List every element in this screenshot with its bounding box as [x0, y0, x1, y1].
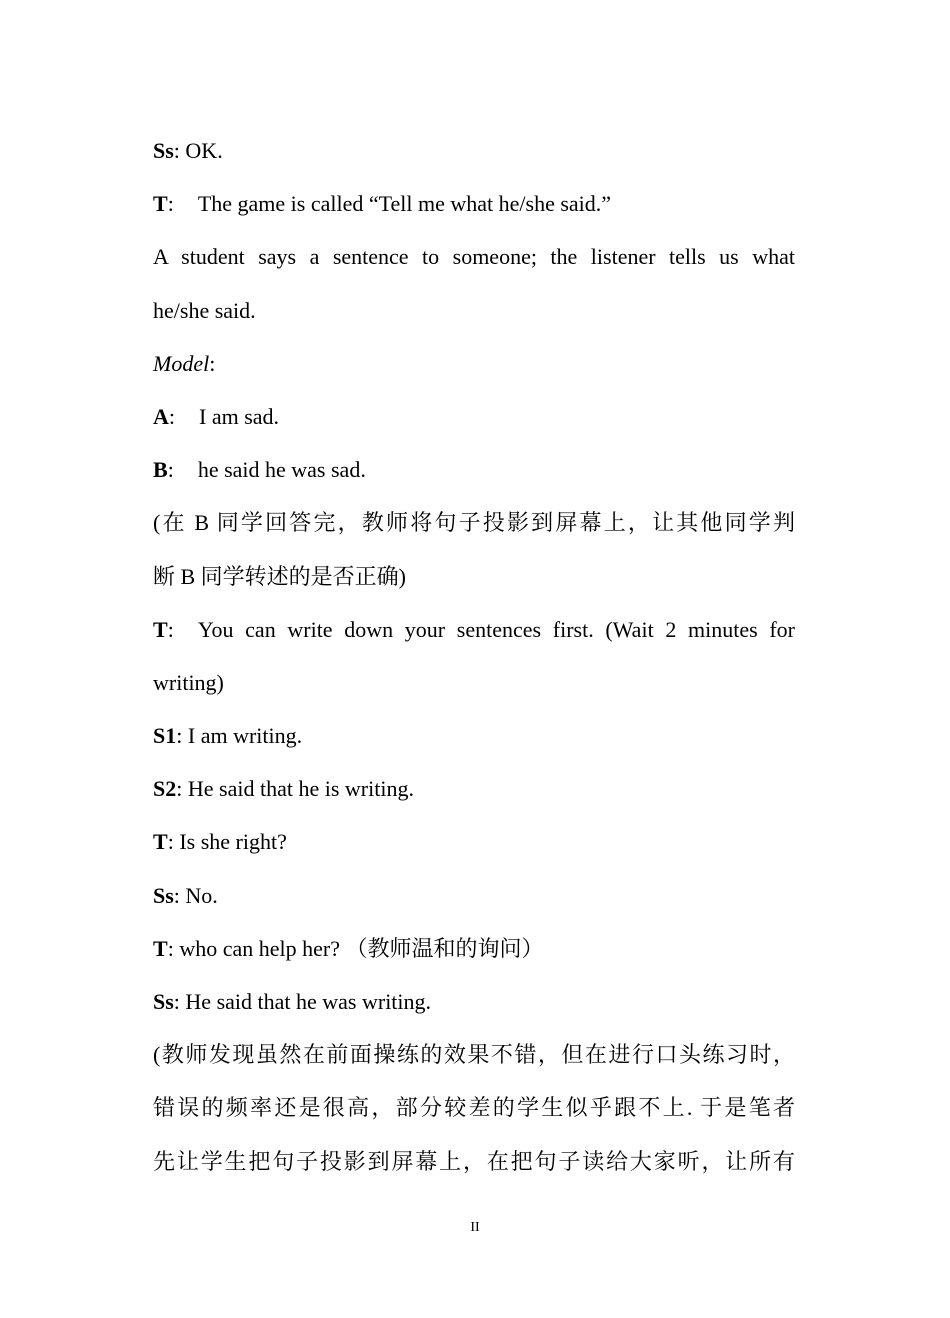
- speaker-label: A: [153, 403, 169, 429]
- line-text: I am writing.: [187, 723, 303, 749]
- speaker-separator: :: [167, 191, 174, 217]
- text-line: [153, 975, 795, 1028]
- page-number: II: [470, 1220, 480, 1235]
- speaker-separator: :: [167, 829, 180, 855]
- text-line: [153, 922, 795, 975]
- line-text: who can help her? （教师温和的询问）: [179, 935, 544, 961]
- text-line: [153, 709, 795, 762]
- text-line: [153, 496, 795, 549]
- speaker-separator: :: [167, 457, 174, 483]
- text-line: [153, 124, 795, 177]
- line-text: I am sad.: [199, 403, 280, 429]
- text-line: [153, 762, 795, 815]
- speaker-label: T: [153, 935, 168, 961]
- speaker-label: Ss: [153, 882, 174, 908]
- line-text: He said that he was writing.: [185, 989, 432, 1014]
- line-text: he said he was sad.: [197, 457, 366, 483]
- text-line: [153, 869, 795, 922]
- line-text: 先让学生把句子投影到屏幕上，在把句子读给大家听，让所有: [153, 1148, 795, 1174]
- line-text: :: [209, 350, 216, 376]
- text-line: [153, 603, 795, 656]
- speaker-label: T: [153, 829, 168, 855]
- document-body: [153, 124, 795, 1188]
- text-line: [153, 284, 795, 337]
- speaker-label: B: [153, 457, 168, 483]
- speaker-label: S2: [153, 776, 177, 802]
- line-text: OK.: [185, 138, 223, 163]
- speaker-separator: :: [173, 882, 186, 908]
- speaker-label: T: [153, 191, 168, 217]
- text-line: [153, 550, 795, 603]
- line-text: 断 B 同学转述的是否正确): [153, 563, 407, 589]
- line-text: A student says a sentence to someone; the listener tells us what: [153, 244, 795, 270]
- line-text: Is she right?: [179, 829, 287, 855]
- speaker-separator: :: [173, 989, 186, 1014]
- speaker-separator: :: [167, 616, 174, 642]
- speaker-separator: :: [168, 403, 176, 429]
- speaker-label: Ss: [153, 989, 174, 1014]
- speaker-label: S1: [153, 723, 177, 749]
- speaker-label: Ss: [153, 138, 174, 163]
- text-line: [153, 656, 795, 709]
- line-text: writing): [153, 669, 224, 695]
- speaker-separator: :: [176, 776, 188, 802]
- line-text: (在 B 同学回答完，教师将句子投影到屏幕上，让其他同学判: [153, 510, 795, 536]
- text-line: [153, 1028, 795, 1081]
- line-text: (教师发现虽然在前面操练的效果不错，但在进行口头练习时，: [153, 1042, 795, 1068]
- speaker-separator: :: [167, 935, 180, 961]
- speaker-separator: :: [176, 723, 188, 749]
- text-line: [153, 337, 795, 390]
- line-text: No.: [185, 882, 218, 908]
- text-line: [153, 815, 795, 868]
- line-text: You can write down your sentences first. (Wait 2 minutes for: [197, 616, 795, 642]
- speaker-label: T: [153, 616, 168, 642]
- line-text: 错误的频率还是很高，部分较差的学生似乎跟不上. 于是笔者: [153, 1095, 795, 1121]
- line-text: The game is called “Tell me what he/she said.”: [197, 191, 612, 217]
- line-text: He said that he is writing.: [187, 776, 414, 802]
- text-line: [153, 390, 795, 443]
- text-line: [153, 1081, 795, 1134]
- text-line: [153, 1135, 795, 1188]
- text-line: [153, 230, 795, 283]
- text-line: [153, 177, 795, 230]
- speaker-separator: :: [173, 138, 186, 163]
- italic-label: Model: [153, 350, 210, 376]
- line-text: he/she said.: [153, 297, 256, 323]
- text-line: [153, 443, 795, 496]
